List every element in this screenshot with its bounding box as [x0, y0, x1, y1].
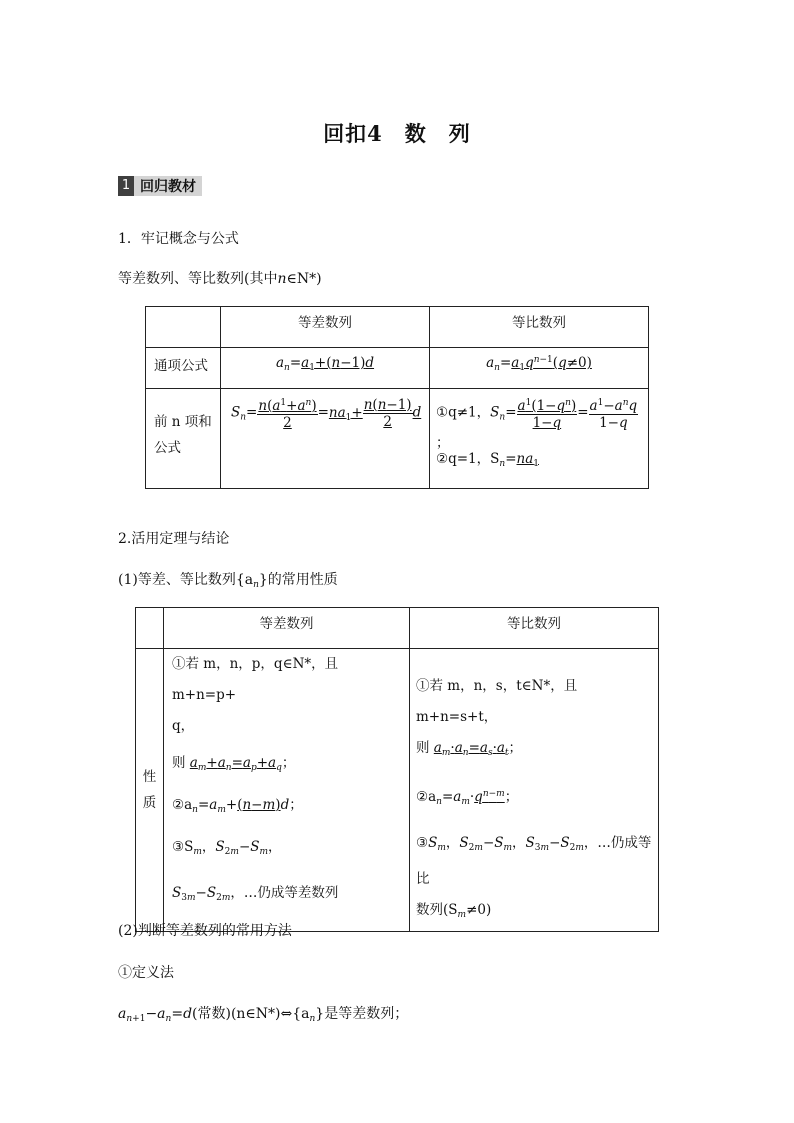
geo-case2-prefix: ②q=1，S — [436, 451, 500, 467]
geo-l3-prefix: ②a — [416, 789, 437, 805]
side-label-2: 质 — [142, 795, 157, 811]
geo-properties — [410, 649, 659, 932]
intro-line — [118, 268, 322, 288]
page-title: 回扣4 数 列 — [323, 121, 471, 146]
geo-sum-case1: ①q≠1，$S_n=$ $\frac{a^1(1-q^n)}{1-q}$ = $\frac{a^1-a^nq}{1-q}$ ； — [436, 395, 648, 439]
table1-header-arith: 等差数列 — [221, 307, 430, 348]
geo-prop-l1: ①若 m，n，s，t∈N*，且 m+n=s+t， — [416, 678, 578, 725]
arith-sum-formula: $S_n=$ $\frac{n(a^1+a^n)}{2}$ $=na_1+$ $\frac{n(n-1)}{2}$ d — [221, 389, 430, 489]
geo-case2-value: na — [516, 451, 534, 467]
method-1-formula: $a_{n+1}-a_n=d$(常数)$(n\in N*)\Leftrightarrow\{a_n\}$是等差数列； — [118, 1006, 409, 1024]
table2-side-label — [136, 649, 164, 932]
sum-label-line1: 前 n 项和 — [154, 414, 212, 430]
method1-tail: }是等差数列； — [315, 1006, 409, 1022]
geo-l5-prefix: 数列(S — [416, 902, 458, 918]
arith-prop-l1: ①若 m，n，p，q∈N*，且 m+n=p+ — [172, 656, 339, 703]
sum-label-line2: 公式 — [154, 440, 181, 456]
section-header — [118, 176, 202, 196]
side-label-1: 性 — [142, 769, 157, 785]
geo-sum-formula — [430, 389, 649, 489]
geo-sum-case2: ②q=1，$S_n=na_1$ — [436, 451, 539, 469]
table1-row-sum — [146, 389, 221, 489]
table1-corner — [146, 307, 221, 348]
table2-header-geo: 等比数列 — [410, 608, 659, 649]
arith-prop-l4: $②a_n=a_m+(n-m)d$； — [172, 797, 303, 815]
item-1-heading: 1．牢记概念与公式 — [118, 231, 239, 247]
intro-suffix: ∈N*) — [286, 271, 322, 287]
arith-then: 则 — [172, 755, 186, 771]
arith-l4-prefix: ②a — [172, 797, 193, 813]
method-1-heading: ①定义法 — [118, 965, 174, 981]
arith-prop-l3: 则 $a_m+a_n=a_p+a_q$； — [172, 755, 296, 773]
arith-l5-prefix: ③S — [172, 839, 194, 855]
geo-case1-prefix: ①q≠1， — [436, 404, 491, 421]
intro-prefix: 等差数列、等比数列(其中 — [118, 271, 278, 287]
arith-general-term: $a_n=a_1+(n-1)d$ — [221, 348, 430, 389]
geo-prop-l2: 则 $a_m\cdot a_n=a_s\cdot a_t$； — [416, 740, 523, 758]
table1-row-general-term: 通项公式 — [146, 348, 221, 389]
arith-l6-end: ，…仍成等差数列 — [230, 885, 339, 901]
arith-prop-l5: $③S_m$，$S_{2m}-S_m$， — [172, 839, 282, 857]
table1-header-geo: 等比数列 — [430, 307, 649, 348]
property-table — [135, 607, 659, 932]
table2-header-arith: 等差数列 — [164, 608, 410, 649]
geo-then: 则 — [416, 740, 430, 756]
intro-var: n — [277, 271, 287, 287]
sub1-text: (1)等差、等比数列{a — [118, 572, 254, 588]
sub-1-heading: (1)等差、等比数列$\{a_n\}$的常用性质 — [118, 572, 338, 590]
item-2-heading: 2.活用定理与结论 — [118, 531, 230, 547]
sub1-end: }的常用性质 — [258, 572, 338, 588]
arith-prop-l2: q， — [172, 718, 195, 734]
section-number: 1 — [118, 176, 134, 196]
sub-2-heading: (2)判断等差数列的常用方法 — [118, 923, 292, 939]
geo-l4-end: ，…仍成等比 — [416, 835, 652, 887]
table2-corner — [136, 608, 164, 649]
geo-general-term: $a_n=a_1q^{n-1}(q\ne 0)$ — [430, 348, 649, 389]
arith-properties — [164, 649, 410, 932]
arith-prop-l6: $S_{3m}-S_{2m}$，…仍成等差数列 — [172, 885, 339, 903]
geo-prop-l3: $②a_n=a_m\cdot q^{n-m}$； — [416, 789, 519, 807]
method1-formula-end: (常数)(n∈N*)⇔{a — [192, 1006, 310, 1022]
formula-table — [145, 306, 649, 489]
section-label: 回归教材 — [140, 179, 196, 195]
geo-prop-l5: 数列$(S_m\ne 0)$ — [416, 902, 492, 920]
geo-prop-l4: $③S_m$，$S_{2m}-S_m$，$S_{3m}-S_{2m}$，…仍成等比 — [416, 835, 652, 887]
